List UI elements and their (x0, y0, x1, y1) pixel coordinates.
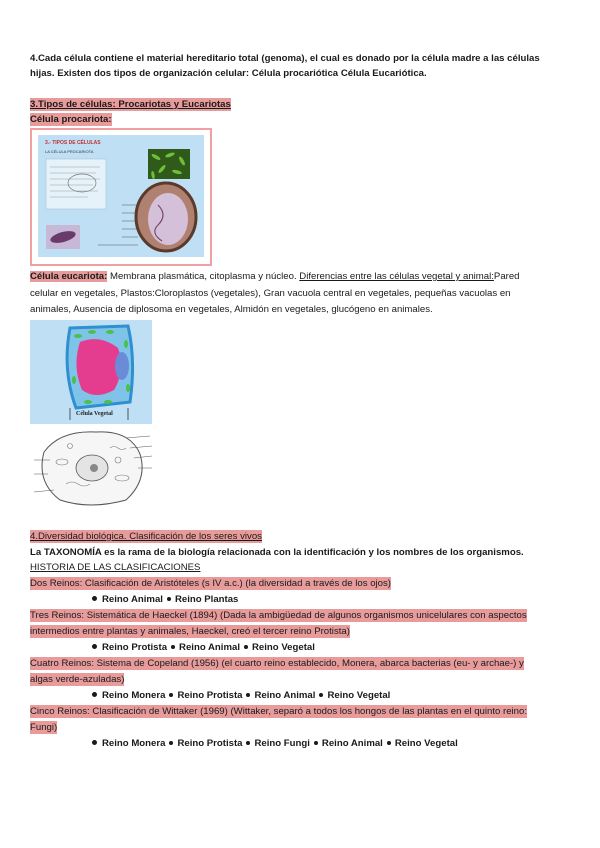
kingdom-item: Reino Protista (177, 738, 243, 749)
taxonomy-line (30, 546, 524, 559)
dos-reinos-line: Dos Reinos: Clasificación de Aristóteles (s IV a.c.) (la diversidad a través de los ojos) (30, 578, 391, 589)
tres-reinos-line-1: Tres Reinos: Sistemática de Haeckel (1894) (Dada la ambigüedad de algunos organismos unicelulares con aspectos (30, 610, 527, 621)
central-vacuole (76, 339, 121, 395)
taxonomy-suffix: es la rama de la biología relacionada con la identificación y los nombres de los organismos. (101, 547, 524, 558)
prokaryote-label: Célula procariota: (30, 114, 112, 125)
section3-heading: 3.Tipos de células: Procariotas y Eucariotas (30, 99, 231, 110)
kingdom-item: Reino Monera (102, 690, 166, 701)
bullet-icon (92, 692, 97, 697)
eukaryote-text-1: Membrana plasmática, citoplasma y núcleo. (107, 271, 300, 282)
kingdom-item: Reino Fungi (254, 738, 310, 749)
section4-heading: 4.Diversidad biológica. Clasificación de los seres vivos (30, 531, 262, 542)
cinco-reinos-kingdoms (92, 737, 458, 750)
bullet-icon (92, 644, 97, 649)
dos-reinos-kingdoms (92, 593, 238, 606)
kingdom-item: Reino Plantas (174, 594, 239, 605)
animal-cell-figure (30, 424, 156, 510)
taxonomy-word: TAXONOMÍA (43, 547, 102, 558)
kingdom-item: Reino Animal (321, 738, 383, 749)
intro-line-1: 4.Cada célula contiene el material hereditario total (genoma), el cual es donado por la célula madre a las células (30, 53, 540, 64)
eukaryote-text-2: Pared (493, 271, 520, 282)
kingdom-item: Reino Monera (102, 738, 166, 749)
bullet-separator-icon (246, 741, 250, 745)
bullet-icon (92, 596, 97, 601)
bullet-separator-icon (169, 741, 173, 745)
plant-cell-illustration (30, 320, 152, 424)
bacterium-cytoplasm (148, 193, 188, 245)
animal-nucleolus (90, 464, 98, 472)
eukaryote-label: Célula eucariota: (30, 271, 108, 282)
cinco-reinos-line-2: Fungi) (30, 722, 58, 733)
bullet-separator-icon (246, 693, 250, 697)
animal-cell-illustration (30, 424, 156, 510)
history-heading: HISTORIA DE LAS CLASIFICACIONES (30, 562, 201, 573)
bullet-separator-icon (387, 741, 391, 745)
tres-reinos-kingdoms (92, 641, 315, 654)
eukaryote-line-2: celular en vegetales, Plastos:Cloroplastos (vegetales), Gran vacuola central en vegetales, pequeñas vacuolas en (30, 288, 511, 299)
taxonomy-prefix: La (30, 547, 44, 558)
cuatro-reinos-line-2: algas verde-azuladas) (30, 674, 125, 685)
plant-cell-caption: Célula Vegetal (76, 411, 113, 417)
bullet-separator-icon (314, 741, 318, 745)
prokaryote-label-lines (98, 205, 138, 245)
kingdom-item: Reino Vegetal (394, 738, 458, 749)
eukaryote-differences-label: Diferencias entre las células vegetal y animal: (299, 271, 494, 282)
eukaryote-line-3: animales, Ausencia de diplosoma en vegetales, Almidón en vegetales, glucógeno en animales. (30, 304, 433, 315)
cinco-reinos-line-1: Cinco Reinos: Clasificación de Wittaker (1969) (Wittaker, separó a todos los hongos de las plantas en el quinto reino: (30, 706, 528, 717)
bullet-separator-icon (169, 693, 173, 697)
kingdom-item: Reino Animal (179, 642, 240, 653)
bullet-icon (92, 740, 97, 745)
kingdom-item: Reino Vegetal (252, 642, 315, 653)
kingdom-item: Reino Protista (177, 690, 243, 701)
nucleus (115, 352, 129, 380)
cuatro-reinos-kingdoms (92, 689, 390, 702)
kingdom-item: Reino Animal (102, 594, 163, 605)
eukaryote-line-1 (30, 270, 520, 283)
intro-line-2: hijas. Existen dos tipos de organización celular: Célula procariótica Célula Eucariótica. (30, 68, 427, 79)
bullet-separator-icon (319, 693, 323, 697)
prokaryote-figure (30, 128, 212, 266)
prokaryote-text-block (46, 159, 106, 209)
prokaryote-figure-title: 3.- TIPOS DE CÉLULAS (45, 140, 101, 146)
bullet-separator-icon (171, 645, 175, 649)
cuatro-reinos-line-1: Cuatro Reinos: Sistema de Copeland (1956) (el cuarto reino establecido, Monera, abarca bacterias (eu- y archae-) y (30, 658, 524, 669)
kingdom-item: Reino Vegetal (327, 690, 391, 701)
prokaryote-figure-panel (38, 135, 204, 257)
kingdom-item: Reino Animal (254, 690, 316, 701)
plant-cell-figure (30, 320, 152, 424)
bullet-separator-icon (167, 597, 171, 601)
kingdom-item: Reino Protista (102, 642, 168, 653)
prokaryote-illustration (38, 135, 204, 257)
bullet-separator-icon (244, 645, 248, 649)
tres-reinos-line-2: intermedios entre plantas y animales, Haeckel, creó el tercer reino Protista) (30, 626, 350, 637)
prokaryote-figure-subtitle: LA CÉLULA PROCARIOTA (45, 149, 94, 154)
